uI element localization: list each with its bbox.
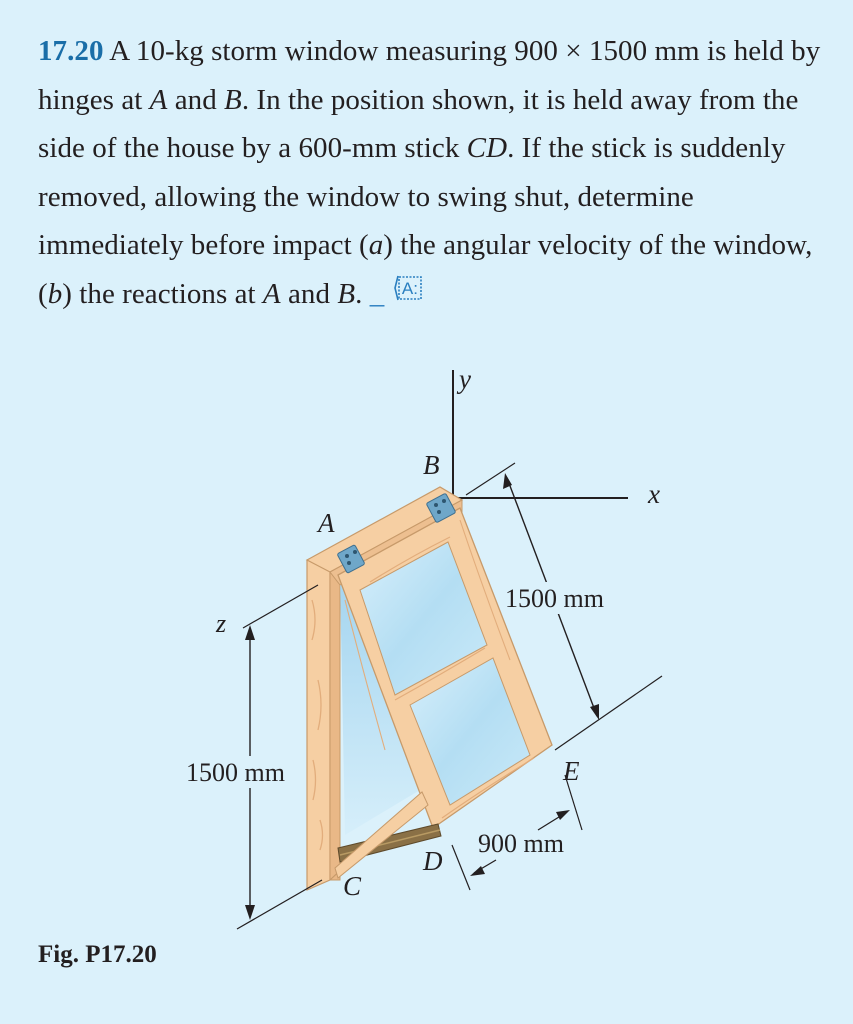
label-d: D bbox=[423, 846, 443, 876]
problem-text: . If the stick is suddenly removed, allowing the window to swing shut, determine immediately before impact ( bbox=[38, 132, 786, 261]
left-frame bbox=[307, 550, 340, 890]
label-a: A bbox=[318, 508, 335, 538]
figure-caption: Fig. P17.20 bbox=[38, 941, 157, 968]
y-label: y bbox=[459, 364, 471, 394]
var-b: B bbox=[224, 83, 242, 116]
var-a: A bbox=[262, 277, 281, 310]
z-label: z bbox=[216, 609, 227, 638]
diag-dim-label: 1500 mm bbox=[505, 584, 604, 613]
x-label: x bbox=[648, 479, 660, 509]
problem-text: . bbox=[355, 277, 370, 310]
problem-text: ) the angular velocity of the window, ( bbox=[38, 229, 813, 310]
problem-text: and bbox=[280, 277, 338, 310]
accessibility-icon-label: A: bbox=[402, 278, 419, 298]
problem-text: A 10-kg storm window measuring 900 × 1500 mm is held by hinges at bbox=[38, 35, 821, 116]
part-b: b bbox=[47, 277, 63, 310]
problem-text: ) the reactions at bbox=[62, 277, 263, 310]
axes bbox=[453, 364, 660, 509]
problem-text: . In the position shown, it is held away from the side of the house by a 600-mm stick bbox=[38, 83, 799, 164]
problem-text: and bbox=[167, 83, 225, 116]
part-a: a bbox=[368, 229, 384, 261]
label-b: B bbox=[423, 450, 440, 480]
label-e: E bbox=[563, 756, 580, 786]
width-dim-label: 900 mm bbox=[478, 829, 564, 858]
height-dimension bbox=[183, 585, 322, 929]
var-b: B bbox=[337, 277, 356, 310]
label-c: C bbox=[343, 871, 362, 901]
var-cd: CD bbox=[466, 132, 508, 164]
problem-number: 17.20 bbox=[38, 35, 104, 67]
height-dim-label: 1500 mm bbox=[186, 758, 285, 787]
var-a: A bbox=[149, 83, 168, 116]
blank-dash: _ bbox=[369, 277, 385, 310]
